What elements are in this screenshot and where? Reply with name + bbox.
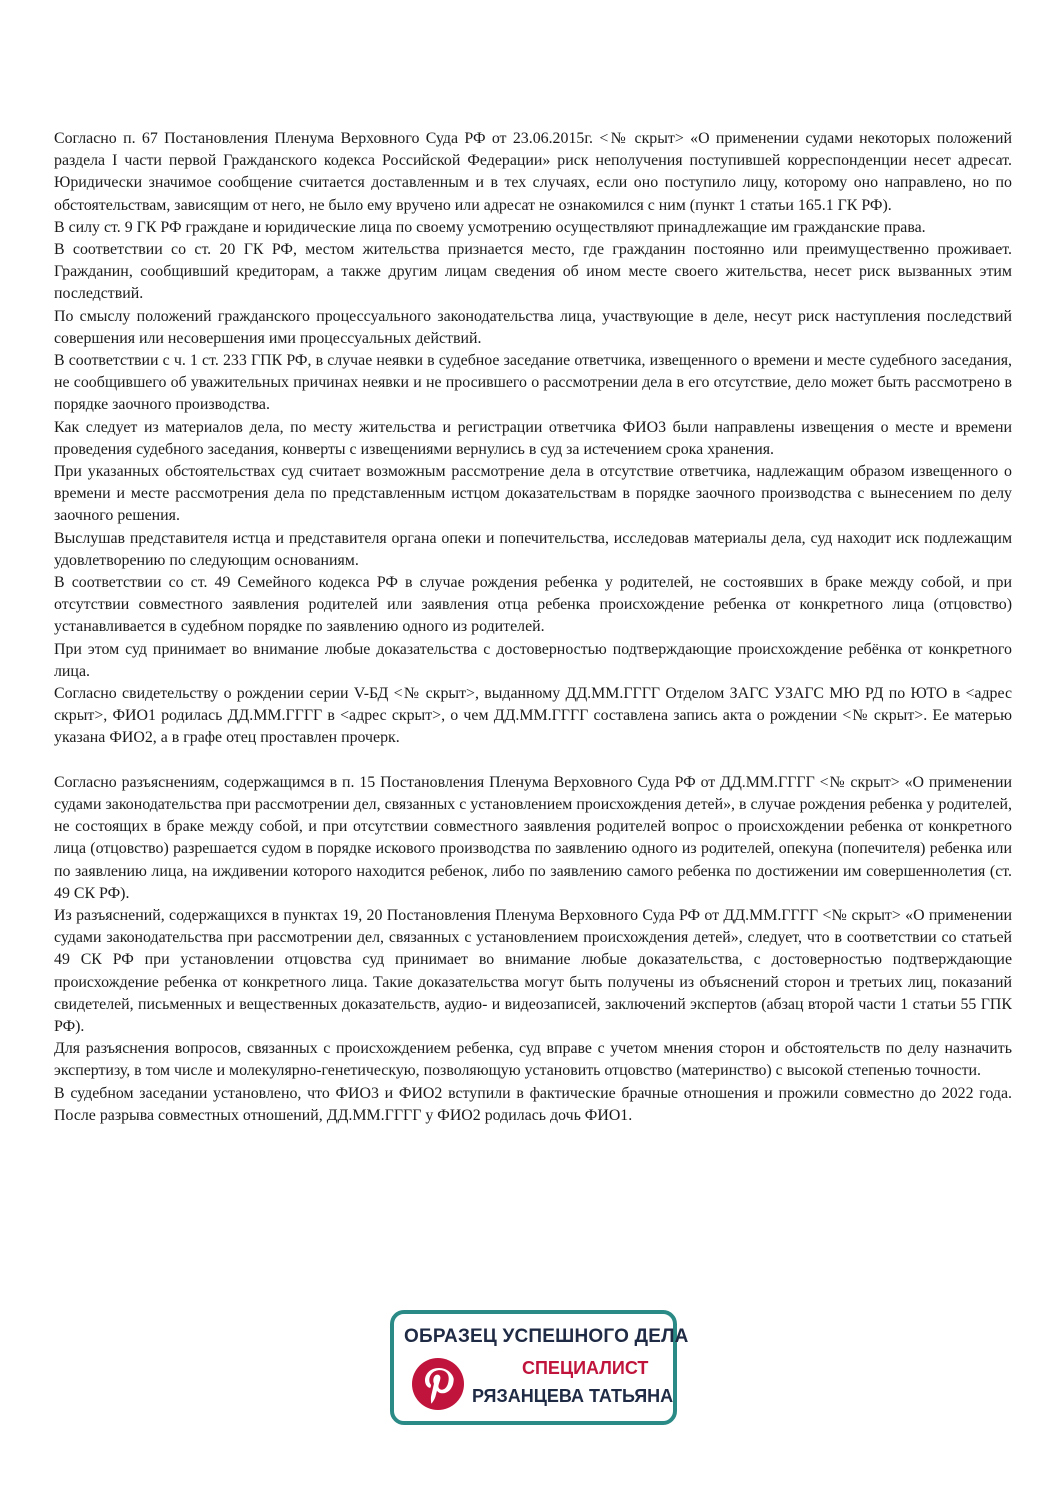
paragraph-8: Выслушав представителя истца и представителя органа опеки и попечительства, исследовав материалы дела, суд находит иск подлежащим удовлетворению по следующим основаниям.	[54, 529, 1012, 569]
paragraph-10: При этом суд принимает во внимание любые доказательства с достоверностью подтверждающие происхождение ребёнка от конкретного лица.	[54, 640, 1012, 680]
paragraph-15: В судебном заседании установлено, что ФИО3 и ФИО2 вступили в фактические брачные отношения и прожили совместно до 2022 года. После разрыва совместных отношений, ДД.ММ.ГГГГ у ФИО2 родилась дочь ФИО1.	[54, 1084, 1012, 1124]
paragraph-9: В соответствии со ст. 49 Семейного кодекса РФ в случае рождения ребенка у родителей, не состоявших в браке между собой, и при отсутствии совместного заявления родителей или заявления отца ребенка происхождение ребенка от конкретного лица (отцовство) устанавливается в судебном порядке по заявлению одного из родителей.	[54, 574, 1012, 636]
document-body	[54, 128, 1012, 1127]
watermark-stamp	[390, 1310, 689, 1425]
paragraph-2: В силу ст. 9 ГК РФ граждане и юридические лица по своему усмотрению осуществляют принадлежащие им гражданские права.	[54, 218, 926, 236]
paragraph-11: Согласно свидетельству о рождении серии V-БД <№ скрыт>, выданному ДД.ММ.ГГГГ Отделом ЗАГС УЗАГС МЮ РД по ЮТО в <адрес скрыт>, ФИО1 родилась ДД.ММ.ГГГГ в <адрес скрыт>, о чем ДД.ММ.ГГГГ составлена запись акта о рождении <№ скрыт>. Ее матерью указана ФИО2, а в графе отец проставлен прочерк.	[54, 685, 1012, 747]
paragraph-13: Из разъяснений, содержащихся в пунктах 19, 20 Постановления Пленума Верховного Суда РФ от ДД.ММ.ГГГГ <№ скрыт> «О применении судами законодательства при рассмотрении дел, связанных с установлением происхождения детей», следует, что в соответствии со статьей 49 СК РФ при установлении отцовства суд принимает во внимание любые доказательства, с достоверностью подтверждающие происхождение ребенка от конкретного лица. Такие доказательства могут быть получены из объяснений сторон и третьих лиц, показаний свидетелей, письменных и вещественных доказательств, аудио- и видеозаписей, заключений экспертов (абзац второй части 1 статьи 55 ГПК РФ).	[54, 906, 1012, 1035]
paragraph-14: Для разъяснения вопросов, связанных с происхождением ребенка, суд вправе с учетом мнения сторон и обстоятельств по делу назначить экспертизу, в том числе и молекулярно-генетическую, позволяющую установить отцовство (материнство) с высокой степенью точности.	[54, 1040, 1012, 1080]
paragraph-gap	[54, 750, 1012, 772]
paragraph-7: При указанных обстоятельствах суд считает возможным рассмотрение дела в отсутствие ответчика, надлежащим образом извещенного о времени и месте рассмотрения дела по представленным истцом доказательствам в порядке заочного производства с вынесением по делу заочного решения.	[54, 463, 1012, 525]
paragraph-3: В соответствии со ст. 20 ГК РФ, местом жительства признается место, где гражданин постоянно или преимущественно проживает. Гражданин, сообщивший кредиторам, а также другим лицам сведения об ином месте своего жительства, несет риск вызванных этим последствий.	[54, 241, 1012, 303]
stamp-name: РЯЗАНЦЕВА ТАТЬЯНА	[472, 1386, 674, 1406]
pinterest-icon	[410, 1356, 466, 1412]
paragraph-12: Согласно разъяснениям, содержащимся в п. 15 Постановления Пленума Верховного Суда РФ от ДД.ММ.ГГГГ <№ скрыт> «О применении судами законодательства при рассмотрении дел, связанных с установлением происхождения детей», в случае рождения ребенка у родителей, не состоящих в браке между собой, и при отсутствии совместного заявления родителей вопрос о происхождении ребенка от конкретного лица (отцовство) разрешается судом в порядке искового производства по заявлению одного из родителей, опекуна (попечителя) ребенка или по заявлению лица, на иждивении которого находится ребенок, либо по заявлению самого ребенка по достижении им совершеннолетия (ст. 49 СК РФ).	[54, 773, 1012, 902]
paragraph-4: По смыслу положений гражданского процессуального законодательства лица, участвующие в деле, несут риск наступления последствий совершения или несовершения ими процессуальных действий.	[54, 307, 1012, 347]
stamp-title: ОБРАЗЕЦ УСПЕШНОГО ДЕЛА	[404, 1326, 689, 1347]
paragraph-1: Согласно п. 67 Постановления Пленума Верховного Суда РФ от 23.06.2015г. <№ скрыт> «О применении судами некоторых положений раздела I части первой Гражданского кодекса Российской Федерации» риск неполучения поступившей корреспонденции несет адресат. Юридически значимое сообщение считается доставленным и в тех случаях, если оно поступило лицу, которому оно направлено, но по обстоятельствам, зависящим от него, не было ему вручено или адресат не ознакомился с ним (пункт 1 статьи 165.1 ГК РФ).	[54, 130, 1012, 214]
stamp-subtitle: СПЕЦИАЛИСТ	[522, 1358, 649, 1378]
paragraph-5: В соответствии с ч. 1 ст. 233 ГПК РФ, в случае неявки в судебное заседание ответчика, извещенного о времени и месте судебного заседания, не сообщившего об уважительных причинах неявки и не просившего о рассмотрении дела в его отсутствие, дело может быть рассмотрено в порядке заочного производства.	[54, 352, 1012, 414]
paragraph-6: Как следует из материалов дела, по месту жительства и регистрации ответчика ФИО3 были направлены извещения о месте и времени проведения судебного заседания, конверты с извещениями вернулись в суд за истечением срока хранения.	[54, 418, 1012, 458]
